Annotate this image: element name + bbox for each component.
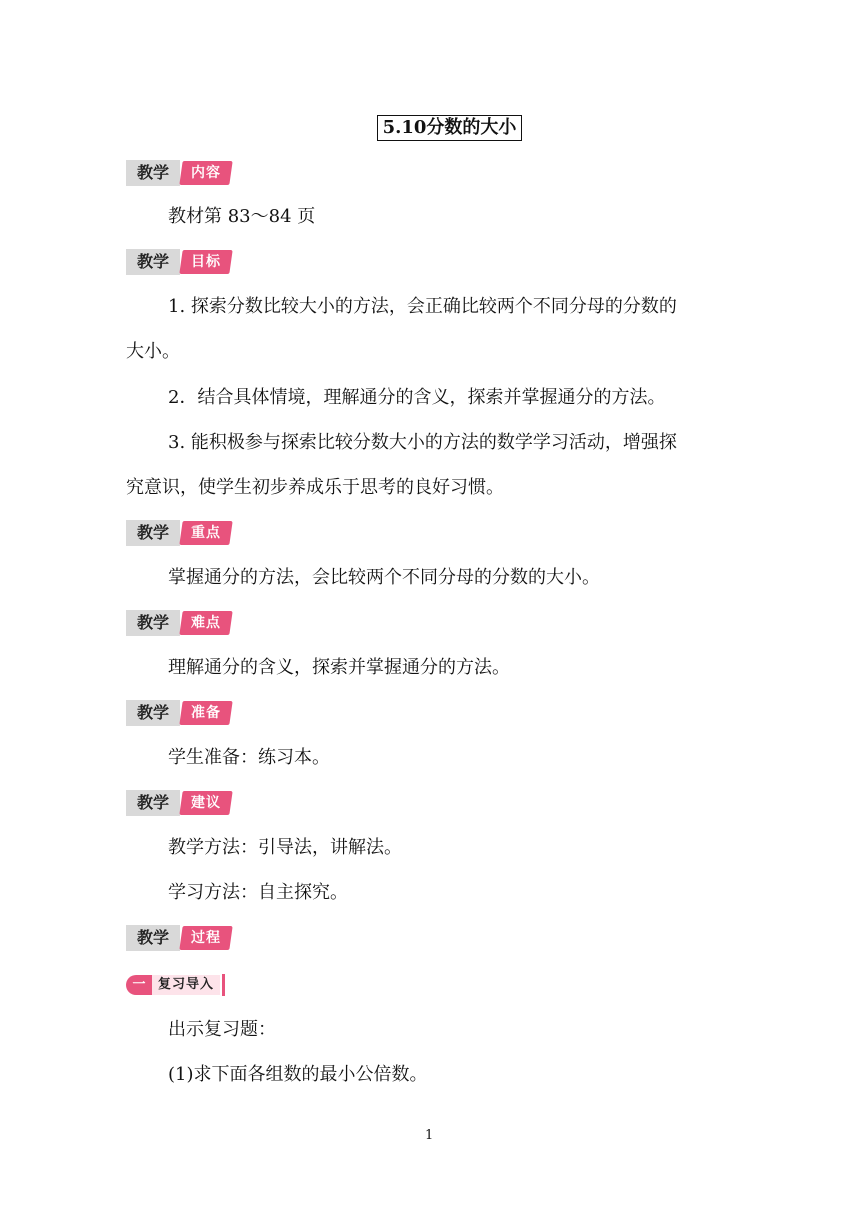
goal-2: 2．结合具体情境，理解通分的含义，探索并掌握通分的方法。 <box>168 387 666 408</box>
goal-3-line-2: 究意识，使学生初步养成乐于思考的良好习惯。 <box>126 477 504 498</box>
goal-1-line-1: 1. 探索分数比较大小的方法，会正确比较两个不同分母的分数的 <box>168 296 677 317</box>
section-badge-left: 教学 <box>126 610 180 636</box>
goal-1-line-2: 大小。 <box>126 341 180 362</box>
section-header-keypoints <box>126 520 231 546</box>
section-badge-left: 教学 <box>126 790 180 816</box>
difficulty-text: 理解通分的含义，探索并掌握通分的方法。 <box>168 657 510 678</box>
section-header-difficulty <box>126 610 231 636</box>
section-badge-left: 教学 <box>126 249 180 275</box>
section-badge-left: 教学 <box>126 700 180 726</box>
review-intro: 出示复习题： <box>168 1019 276 1040</box>
page-title: 5.10分数的大小 <box>377 115 522 141</box>
section-badge-left: 教学 <box>126 925 180 951</box>
step-header-review <box>126 973 225 997</box>
step-label: 复习导入 <box>152 975 220 995</box>
section-badge-right: 难点 <box>179 611 232 635</box>
preparation-text: 学生准备：练习本。 <box>168 747 330 768</box>
step-header-bar <box>222 974 225 996</box>
section-header-goals <box>126 249 231 275</box>
section-badge-right: 建议 <box>179 791 232 815</box>
section-badge-right: 重点 <box>179 521 232 545</box>
goal-3-line-1: 3. 能积极参与探索比较分数大小的方法的数学学习活动，增强探 <box>168 432 677 453</box>
section-badge-right: 目标 <box>179 250 232 274</box>
section-badge-right: 过程 <box>179 926 232 950</box>
section-badge-left: 教学 <box>126 160 180 186</box>
section-header-preparation <box>126 700 231 726</box>
page-number: 1 <box>425 1128 434 1143</box>
section-header-process <box>126 925 231 951</box>
section-badge-left: 教学 <box>126 520 180 546</box>
section-header-content <box>126 160 231 186</box>
textbook-pages: 教材第 83～84 页 <box>168 206 316 227</box>
teaching-method-text: 教学方法：引导法，讲解法。 <box>168 837 402 858</box>
section-badge-right: 内容 <box>179 161 232 185</box>
section-header-suggestions <box>126 790 231 816</box>
keypoint-text: 掌握通分的方法，会比较两个不同分母的分数的大小。 <box>168 567 600 588</box>
review-question-1: (1)求下面各组数的最小公倍数。 <box>168 1064 428 1085</box>
learning-method-text: 学习方法：自主探究。 <box>168 882 348 903</box>
section-badge-right: 准备 <box>179 701 232 725</box>
step-number: 一 <box>126 975 152 995</box>
